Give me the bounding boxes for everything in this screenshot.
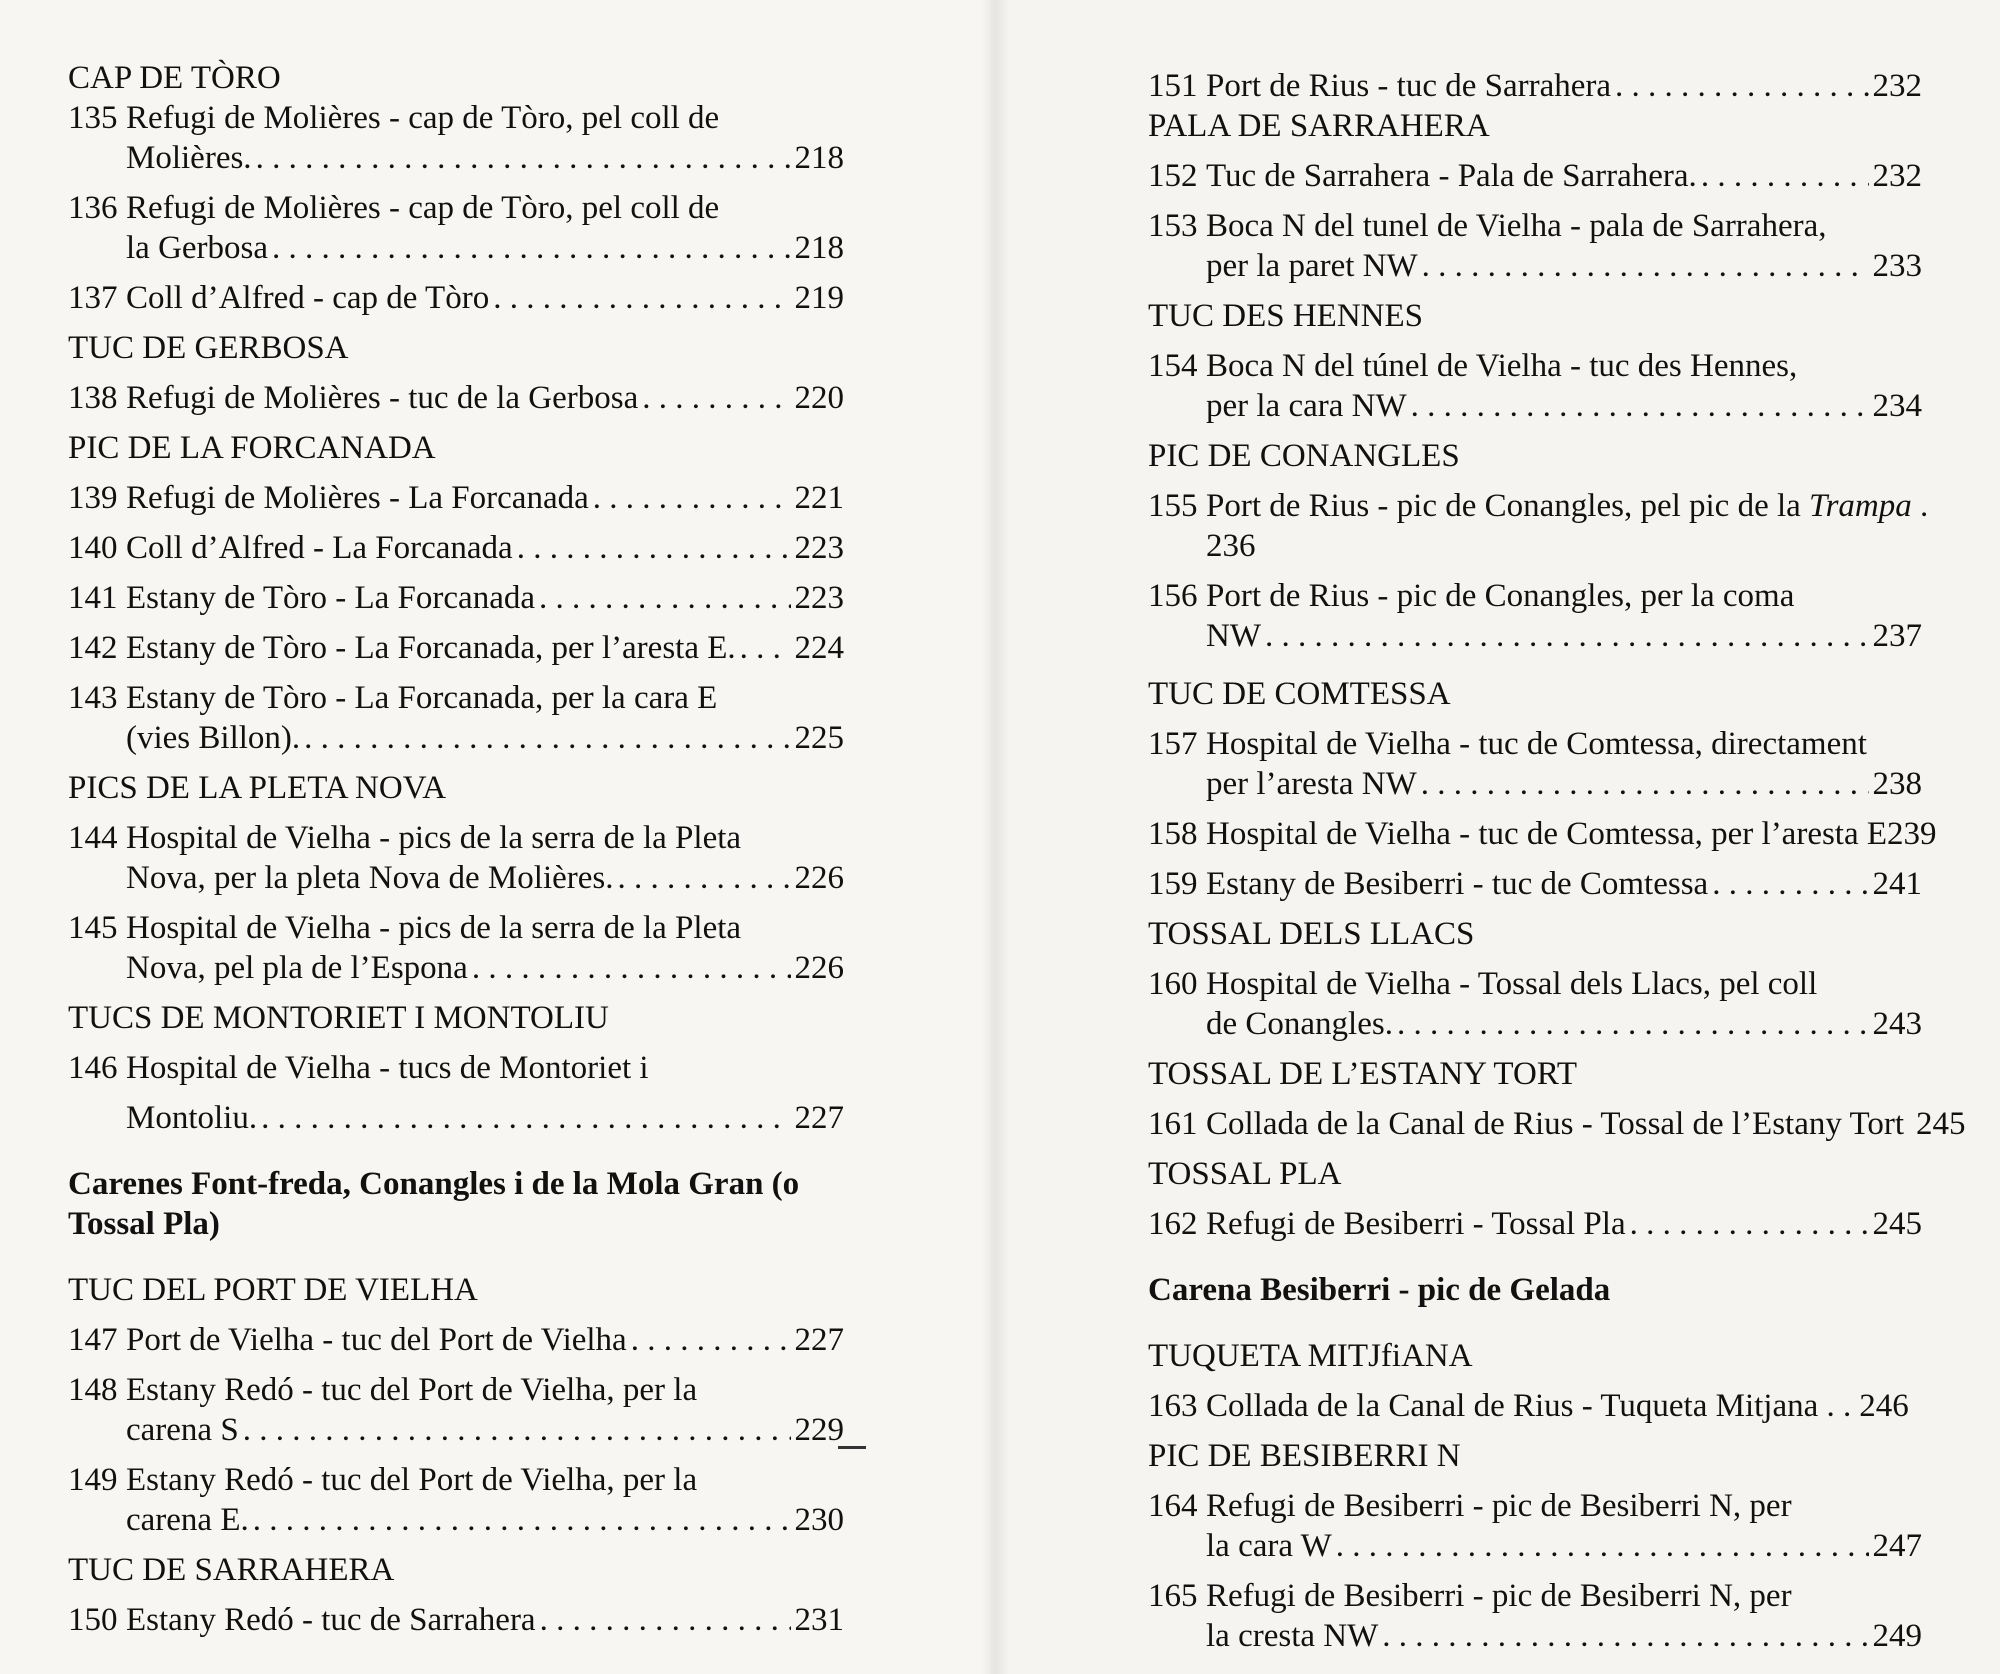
entry-title: Coll d’Alfred - La Forcanada — [126, 530, 513, 566]
toc-entry-161[interactable] — [1148, 1104, 1966, 1144]
entry-number: 156 — [1148, 578, 1198, 614]
heading-tuc-des-hennes: TUC DES HENNES — [1148, 298, 1424, 334]
entry-title: Hospital de Vielha - pics de la serra de la Pleta — [126, 820, 742, 856]
entry-title-italic: Trampa — [1809, 488, 1912, 524]
page-number: 232 — [1872, 68, 1922, 104]
entry-title: Tuc de Sarrahera - Pala de Sarrahera. — [1206, 158, 1697, 194]
entry-number: 154 — [1148, 348, 1198, 384]
page-number: 230 — [794, 1502, 844, 1538]
entry-title: Estany de Tòro - La Forcanada — [126, 580, 535, 616]
heading-tossal-dels-llacs: TOSSAL DELS LLACS — [1148, 916, 1475, 952]
entry-number: 138 — [68, 380, 118, 416]
entry-title: Hospital de Vielha - tuc de Comtessa, directament — [1206, 726, 1867, 762]
entry-title: Coll d’Alfred - cap de Tòro — [126, 280, 490, 316]
toc-entry-141[interactable] — [68, 578, 844, 618]
entry-number: 137 — [68, 280, 118, 316]
entry-title: Refugi de Besiberri - Tossal Pla — [1206, 1206, 1626, 1242]
leader-dots — [256, 138, 791, 178]
right-toc-column — [1148, 66, 1966, 1656]
entry-title: Refugi de Besiberri - pic de Besiberri N, per — [1206, 1578, 1792, 1614]
toc-entry-154[interactable] — [1148, 346, 1922, 426]
leader-dots — [1397, 1004, 1869, 1044]
toc-entry-135[interactable] — [68, 98, 844, 178]
heading-pic-de-conangles: PIC DE CONANGLES — [1148, 438, 1460, 474]
entry-number: 160 — [1148, 966, 1198, 1002]
heading-tuqueta-mitjana: TUQUETA MITJfiANA — [1148, 1338, 1473, 1374]
leader-dots — [253, 1500, 791, 1540]
leader-dots — [539, 578, 791, 618]
toc-entry-164[interactable] — [1148, 1486, 1922, 1566]
page-number: 238 — [1872, 766, 1922, 802]
toc-entry-137[interactable] — [68, 278, 844, 318]
toc-entry-155[interactable] — [1148, 486, 1929, 566]
entry-number: 135 — [68, 100, 118, 136]
page-number: 233 — [1872, 248, 1922, 284]
leader-dots — [1712, 864, 1868, 904]
entry-title-cont: carena S — [126, 1412, 239, 1448]
heading-pic-de-besiberri-n: PIC DE BESIBERRI N — [1148, 1438, 1461, 1474]
entry-number: 164 — [1148, 1488, 1198, 1524]
entry-number: 150 — [68, 1602, 118, 1638]
entry-number: 142 — [68, 630, 118, 666]
entry-title: Port de Vielha - tuc del Port de Vielha — [126, 1322, 627, 1358]
entry-title: Estany Redó - tuc de Sarrahera — [126, 1602, 536, 1638]
entry-title: Estany de Besiberri - tuc de Comtessa — [1206, 866, 1709, 902]
toc-entry-156[interactable] — [1148, 576, 1922, 656]
leader-dots — [540, 1600, 791, 1640]
leader-dots — [1382, 1616, 1868, 1656]
leader-dots — [272, 228, 790, 268]
page-number: 218 — [794, 230, 844, 266]
entry-title-tail: . — [1911, 488, 1929, 524]
entry-title-cont: Montoliu. — [126, 1100, 258, 1136]
entry-title: Refugi de Molières - cap de Tòro, pel coll de — [126, 190, 720, 226]
leader-dots — [631, 1320, 791, 1360]
heading-pala-de-sarrahera: PALA DE SARRAHERA — [1148, 108, 1490, 144]
entry-title-cont: Molières. — [126, 140, 252, 176]
entry-number: 153 — [1148, 208, 1198, 244]
heading-tucs-de-montoriet: TUCS DE MONTORIET I MONTOLIU — [68, 1000, 609, 1036]
entry-title-cont: per la cara NW — [1206, 388, 1407, 424]
toc-entry-147[interactable] — [68, 1320, 844, 1360]
leader-dots — [1422, 246, 1869, 286]
entry-title: Estany de Tòro - La Forcanada, per l’aresta E. — [126, 630, 736, 666]
toc-entry-165[interactable] — [1148, 1576, 1922, 1656]
entry-number: 165 — [1148, 1578, 1198, 1614]
page-number: 232 — [1872, 158, 1922, 194]
toc-entry-149[interactable] — [68, 1460, 844, 1540]
toc-entry-152[interactable] — [1148, 156, 1922, 196]
page-number: 227 — [794, 1100, 844, 1136]
entry-title: Refugi de Besiberri - pic de Besiberri N, per — [1206, 1488, 1792, 1524]
entry-number: 145 — [68, 910, 118, 946]
page-number: 223 — [794, 530, 844, 566]
page-number: 219 — [794, 280, 844, 316]
entry-title: Boca N del tunel de Vielha - pala de Sarrahera, — [1206, 208, 1827, 244]
leader-dots — [517, 528, 791, 568]
heading-tossal-pla: TOSSAL PLA — [1148, 1156, 1342, 1192]
entry-title: Hospital de Vielha - tucs de Montoriet i — [126, 1050, 649, 1086]
page-number: 246 — [1859, 1388, 1909, 1424]
entry-title-cont: per l’aresta NW — [1206, 766, 1417, 802]
toc-entry-160[interactable] — [1148, 964, 1922, 1044]
entry-number: 147 — [68, 1322, 118, 1358]
entry-number: 157 — [1148, 726, 1198, 762]
entry-number: 159 — [1148, 866, 1198, 902]
left-toc-column — [68, 58, 844, 1640]
heading-tuc-de-sarrahera: TUC DE SARRAHERA — [68, 1552, 395, 1588]
leader-dots — [1615, 66, 1868, 106]
entry-number: 151 — [1148, 68, 1198, 104]
leader-dots — [740, 628, 791, 668]
entry-title-cont: carena E. — [126, 1502, 249, 1538]
page-number: 245 — [1872, 1206, 1922, 1242]
heading-tossal-de-l-estany-tort: TOSSAL DE L’ESTANY TORT — [1148, 1056, 1577, 1092]
entry-number: 155 — [1148, 488, 1198, 524]
page-number: 224 — [794, 630, 844, 666]
toc-entry-163[interactable] — [1148, 1386, 1922, 1426]
entry-title: Port de Rius - pic de Conangles, per la coma — [1206, 578, 1795, 614]
page-number: 241 — [1872, 866, 1922, 902]
leader-dots — [593, 478, 791, 518]
leader-dots — [493, 278, 790, 318]
entry-number: 148 — [68, 1372, 118, 1408]
entry-number: 158 — [1148, 816, 1198, 852]
entry-number: 136 — [68, 190, 118, 226]
entry-number: 146 — [68, 1050, 118, 1086]
toc-entry-162[interactable] — [1148, 1204, 1922, 1244]
entry-title — [1206, 486, 1928, 526]
page-number: 247 — [1872, 1528, 1922, 1564]
heading-tuc-del-port-de-vielha: TUC DEL PORT DE VIELHA — [68, 1272, 478, 1308]
toc-entry-139[interactable] — [68, 478, 844, 518]
leader-dots — [243, 1410, 791, 1450]
entry-title-cont: per la paret NW — [1206, 248, 1418, 284]
entry-title: Refugi de Molières - cap de Tòro, pel coll de — [126, 100, 720, 136]
entry-title: Collada de la Canal de Rius - Tossal de l’Estany Tort — [1206, 1106, 1905, 1142]
page-number: 229 — [794, 1412, 844, 1448]
entry-number: 140 — [68, 530, 118, 566]
leader-dots — [304, 718, 790, 758]
leader-dots — [1630, 1204, 1869, 1244]
entry-title-cont: la cresta NW — [1206, 1618, 1379, 1654]
entry-title: Collada de la Canal de Rius - Tuqueta Mitjana . . — [1206, 1388, 1852, 1424]
toc-entry-150[interactable] — [68, 1600, 844, 1640]
toc-entry-138[interactable] — [68, 378, 844, 418]
entry-title-cont: Nova, pel pla de l’Espona — [126, 950, 468, 986]
toc-entry-153[interactable] — [1148, 206, 1922, 286]
leader-dots — [618, 858, 791, 898]
section-title-carenes-font-freda: Carenes Font-freda, Conangles i de la Mola Gran (o Tossal Pla) — [68, 1166, 800, 1242]
entry-title: Refugi de Molières - La Forcanada — [126, 480, 589, 516]
entry-number: 152 — [1148, 158, 1198, 194]
entry-title: Hospital de Vielha - pics de la serra de la Pleta — [126, 910, 742, 946]
entry-title: Boca N del túnel de Vielha - tuc des Hennes, — [1206, 348, 1798, 384]
page-number: 218 — [794, 140, 844, 176]
entry-title: Estany Redó - tuc del Port de Vielha, per la — [126, 1462, 698, 1498]
entry-number: 161 — [1148, 1106, 1198, 1142]
page-number: 234 — [1872, 388, 1922, 424]
leader-dots — [1265, 616, 1869, 656]
book-gutter — [980, 0, 1010, 1674]
toc-entry-158[interactable] — [1148, 814, 1937, 854]
entry-title-cont: Nova, per la pleta Nova de Molières. — [126, 860, 614, 896]
page-number: 221 — [794, 480, 844, 516]
entry-title-cont: (vies Billon). — [126, 720, 301, 756]
entry-title-cont: la cara W — [1206, 1528, 1332, 1564]
toc-entry-157[interactable] — [1148, 724, 1922, 804]
entry-title: Port de Rius - tuc de Sarrahera — [1206, 68, 1612, 104]
leader-dots — [1336, 1526, 1869, 1566]
entry-number: 144 — [68, 820, 118, 856]
toc-entry-142[interactable] — [68, 628, 844, 668]
entry-number: 143 — [68, 680, 118, 716]
entry-number: 141 — [68, 580, 118, 616]
leader-dots — [261, 1098, 790, 1138]
entry-title: Refugi de Molières - tuc de la Gerbosa — [126, 380, 639, 416]
section-title-carena-besiberri: Carena Besiberri - pic de Gelada — [1148, 1272, 1611, 1308]
page-number: 237 — [1872, 618, 1922, 654]
toc-entry-151[interactable] — [1148, 66, 1922, 106]
toc-entry-136[interactable] — [68, 188, 844, 268]
leader-dots — [1701, 156, 1869, 196]
leader-dots — [1411, 386, 1869, 426]
page-number: 249 — [1872, 1618, 1922, 1654]
entry-title: Estany de Tòro - La Forcanada, per la cara E — [126, 680, 718, 716]
toc-entry-159[interactable] — [1148, 864, 1922, 904]
heading-pic-de-la-forcanada: PIC DE LA FORCANADA — [68, 430, 436, 466]
entry-number: 139 — [68, 480, 118, 516]
page-number: 226 — [794, 950, 844, 986]
heading-cap-de-toro: CAP DE TÒRO — [68, 60, 281, 96]
heading-tuc-de-comtessa: TUC DE COMTESSA — [1148, 676, 1451, 712]
toc-entry-140[interactable] — [68, 528, 844, 568]
page-number: 225 — [794, 720, 844, 756]
entry-title-text: Port de Rius - pic de Conangles, pel pic de la — [1206, 488, 1810, 524]
entry-title: Estany Redó - tuc del Port de Vielha, per la — [126, 1372, 698, 1408]
page-number: 227 — [794, 1322, 844, 1358]
entry-number: 162 — [1148, 1206, 1198, 1242]
page-number: 220 — [794, 380, 844, 416]
page-number: 231 — [794, 1602, 844, 1638]
heading-pics-de-la-pleta-nova: PICS DE LA PLETA NOVA — [68, 770, 447, 806]
leader-dots — [472, 948, 791, 988]
page-number: 236 — [1206, 528, 1256, 564]
entry-title: Hospital de Vielha - Tossal dels Llacs, pel coll — [1206, 966, 1818, 1002]
leader-dots — [642, 378, 790, 418]
toc-entry-148[interactable] — [68, 1370, 844, 1450]
toc-entry-144[interactable] — [68, 818, 844, 898]
page-number: 223 — [794, 580, 844, 616]
leader-dots — [1421, 764, 1869, 804]
toc-entry-143[interactable] — [68, 678, 844, 758]
entry-title-cont: de Conangles. — [1206, 1006, 1393, 1042]
page-number: 245 — [1916, 1106, 1966, 1142]
entry-title: Hospital de Vielha - tuc de Comtessa, per l’aresta E239 — [1206, 816, 1937, 852]
entry-number: 163 — [1148, 1388, 1198, 1424]
entry-number: 149 — [68, 1462, 118, 1498]
heading-tuc-de-gerbosa: TUC DE GERBOSA — [68, 330, 349, 366]
page-number: 226 — [794, 860, 844, 896]
page-number: 243 — [1872, 1006, 1922, 1042]
entry-title-cont: la Gerbosa — [126, 230, 269, 266]
entry-title-cont: NW — [1206, 618, 1261, 654]
toc-entry-146[interactable] — [68, 1048, 844, 1138]
toc-entry-145[interactable] — [68, 908, 844, 988]
